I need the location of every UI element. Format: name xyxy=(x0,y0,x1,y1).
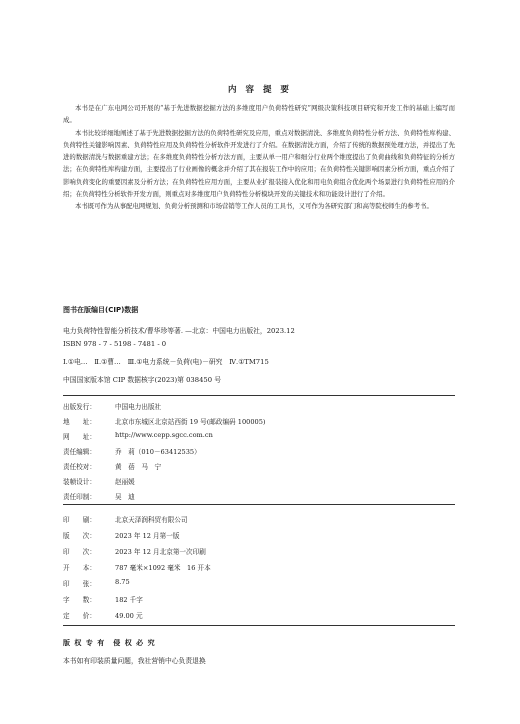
publisher-row xyxy=(63,401,161,411)
print-row xyxy=(63,578,130,588)
publisher-value: 中国电力出版社 xyxy=(115,403,162,411)
publisher-value: 乔 莉（010－63412535） xyxy=(115,448,201,456)
publisher-label: 责任编辑： xyxy=(63,448,96,456)
print-value: 2023 年 12 月第一版 xyxy=(115,532,180,540)
summary-paragraph: 本书比较详细地阐述了基于先进数据挖掘方法的负荷特性研究及应用，重点对数据清洗、多维度负荷特性分析方法、负荷特性库构建、负荷特性关键影响因素、负荷特性应用及负荷特性分析软件开发进行了介绍。在数据清洗方面，介绍了传统的数据预处理方法，并提出了先进的数据清洗与数据重建方法；在多维度负荷特性分析方法方面，主要从单一用户和细分行业两个维度提出了负荷曲线和负荷特征的分析方法；在负荷特性库构建方面，主要提出了行业画像的概念并介绍了其在报装工作中的应用；在负荷特性关键影响因素分析方面，重点介绍了影响负荷变化的重要因素及分析方法；在负荷特性应用方面，主要从业扩报装接入优化和用电负荷组合优化两个场景进行负荷特性应用的介绍；在负荷特性分析软件开发方面，则重点对多维度用户负荷特性分析模块开发的关键技术和功能设计进行了介绍。 xyxy=(63,128,455,199)
print-row xyxy=(63,594,143,604)
publisher-row xyxy=(63,476,135,486)
print-label: 版 次： xyxy=(63,532,96,540)
cip-isbn-line: ISBN 978 - 7 - 5198 - 7481 - 0 xyxy=(63,340,167,348)
publisher-row xyxy=(63,416,266,426)
publisher-value: 黄 蓓 马 宁 xyxy=(115,463,162,471)
publisher-value: 赵丽媛 xyxy=(115,478,135,486)
print-label: 定 价： xyxy=(63,612,96,620)
publisher-label: 网 址： xyxy=(63,433,96,441)
price-value: 49.00 元 xyxy=(115,612,143,620)
summary-paragraph: 本书既可作为从事配电网规划、负荷分析预测和市场营销等工作人员的工具书，又可作为各研究部门和高等院校师生的参考书。 xyxy=(75,202,433,211)
divider xyxy=(63,625,455,626)
print-value: 787 毫米×1092 毫米 16 开本 xyxy=(115,564,211,572)
publisher-row xyxy=(63,446,201,456)
cip-heading: 图书在版编目(CIP)数据 xyxy=(63,306,139,314)
print-label: 开 本： xyxy=(63,564,96,572)
print-value: 182 千字 xyxy=(115,596,143,604)
cip-classification-line: Ⅰ.①电… Ⅱ.①曹… Ⅲ.①电力系统－负荷(电)－研究 Ⅳ.①TM715 xyxy=(63,358,269,366)
publisher-website: http://www.cepp.sgcc.com.cn xyxy=(115,431,213,439)
publisher-label: 出版发行： xyxy=(63,403,96,411)
publisher-label: 装帧设计： xyxy=(63,478,96,486)
publisher-label: 地 址： xyxy=(63,418,96,426)
print-label: 印 次： xyxy=(63,548,96,556)
publisher-value: 北京市东城区北京站西街 19 号(邮政编码 100005) xyxy=(115,418,266,426)
print-row xyxy=(63,610,143,620)
print-value: 2023 年 12 月北京第一次印刷 xyxy=(115,548,206,556)
copyright-note: 本书如有印装质量问题，我社营销中心负责退换 xyxy=(63,657,206,665)
summary-paragraph: 本书是在广东电网公司开展的“基于先进数据挖掘方法的多维度用户负荷特性研究”网级决策科技项目研究和开发工作的基础上编写而成。 xyxy=(63,104,455,125)
publisher-row xyxy=(63,431,213,441)
print-row xyxy=(63,562,211,572)
summary-body xyxy=(63,102,455,213)
print-row xyxy=(63,530,179,540)
print-label: 字 数： xyxy=(63,596,96,604)
print-row xyxy=(63,514,188,524)
publisher-row xyxy=(63,491,135,501)
cip-title-line: 电力负荷特性智能分析技术/曹华珍等著. —北京：中国电力出版社，2023.12 xyxy=(63,327,295,335)
publisher-label: 责任校对： xyxy=(63,463,96,471)
print-label: 印 刷： xyxy=(63,516,96,524)
print-label: 印 张： xyxy=(63,580,96,588)
summary-title: 内 容 提 要 xyxy=(228,85,292,95)
print-value: 8.75 xyxy=(115,578,130,586)
print-value: 北京天泽润科贸有限公司 xyxy=(115,516,188,524)
cip-record-number: 中国国家版本馆 CIP 数据核字(2023)第 038450 号 xyxy=(63,376,222,384)
publisher-label: 责任印制： xyxy=(63,493,96,501)
copyright-heading: 版 权 专 有 侵 权 必 究 xyxy=(63,639,156,647)
divider xyxy=(63,395,455,396)
publisher-value: 吴 迪 xyxy=(115,493,135,501)
divider xyxy=(63,504,455,505)
publisher-row xyxy=(63,461,161,471)
print-row xyxy=(63,546,206,556)
